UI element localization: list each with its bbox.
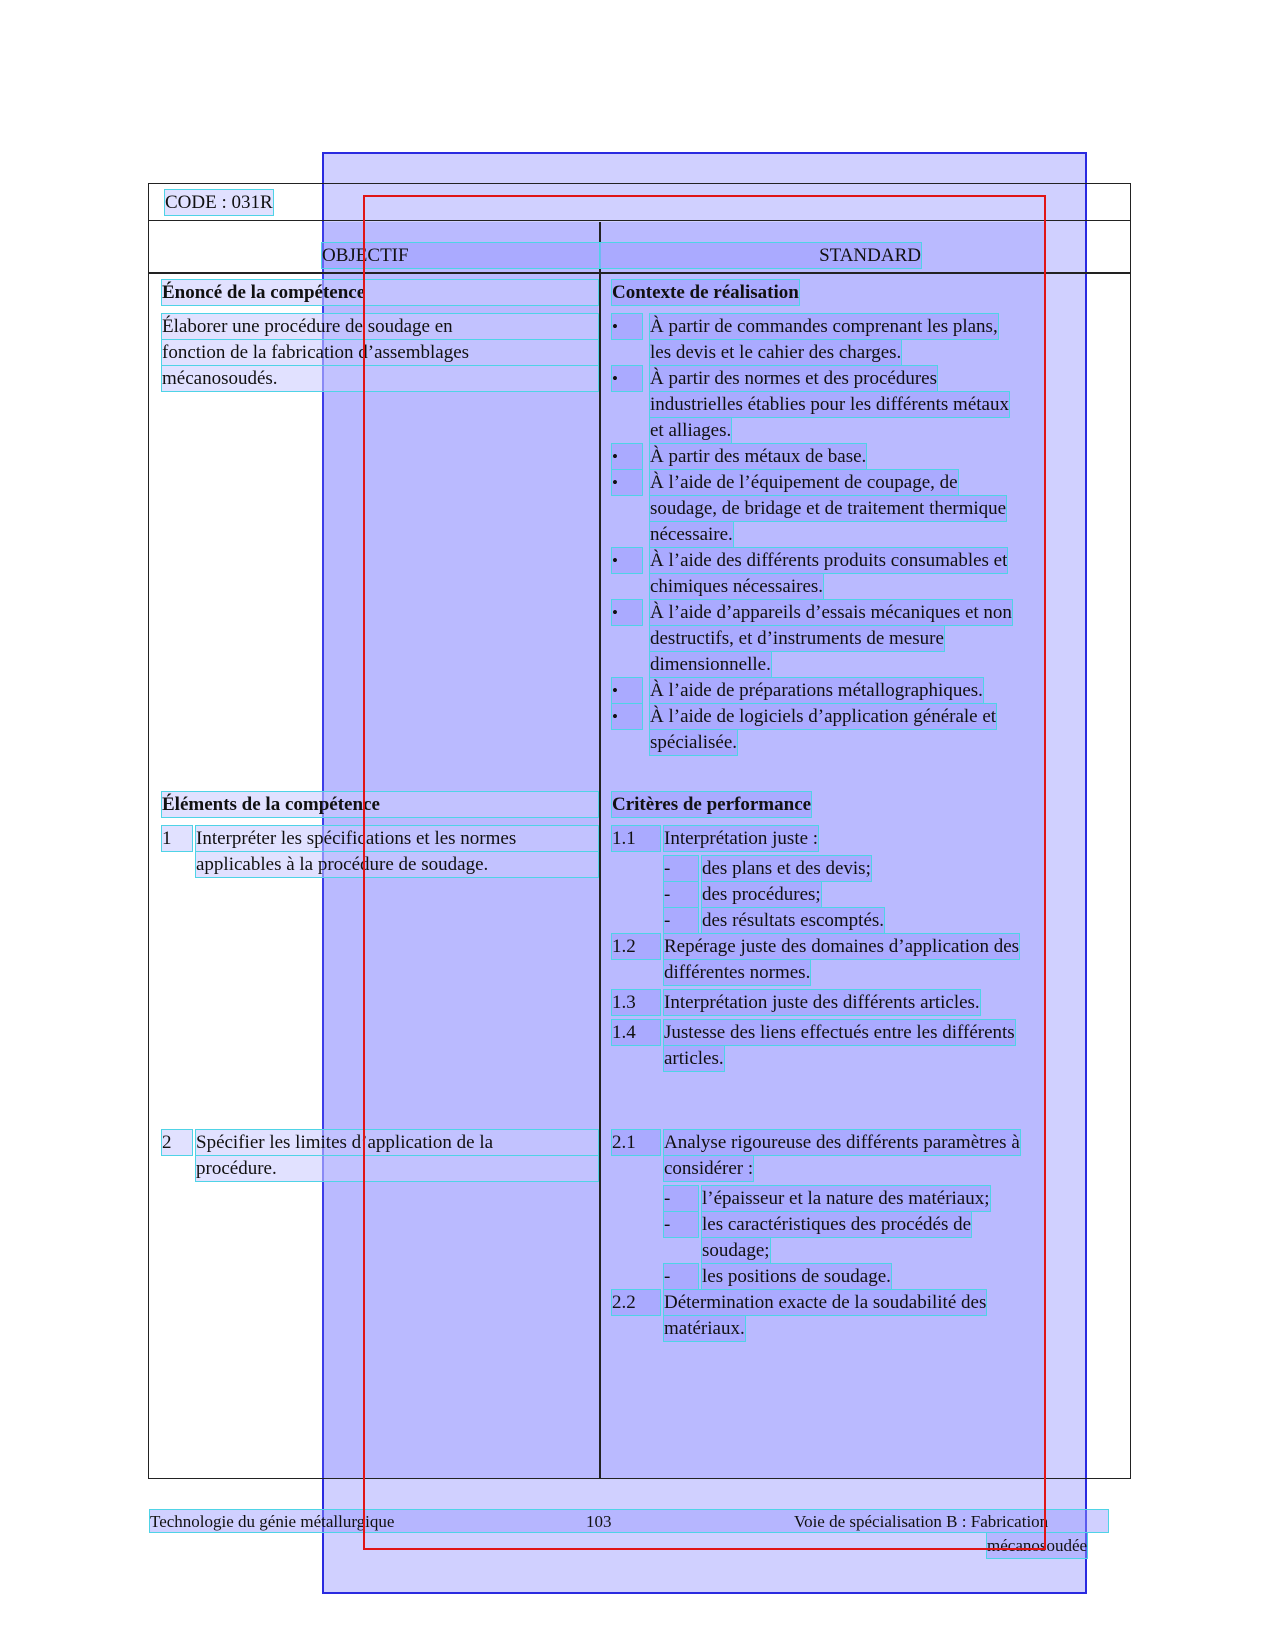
- critere-line: Justesse des liens effectués entre les différents: [664, 1022, 1015, 1043]
- contexte-line: À partir des normes et des procédures: [650, 368, 938, 389]
- bullet: •: [612, 366, 642, 391]
- critere-sub: des procédures;: [702, 884, 821, 905]
- critere-sub: les caractéristiques des procédés de: [702, 1214, 972, 1235]
- critere-sub: des plans et des devis;: [702, 858, 871, 879]
- critere-sub: l’épaisseur et la nature des matériaux;: [702, 1188, 990, 1209]
- bullet: •: [612, 548, 642, 573]
- critere-number: 2.1: [612, 1130, 660, 1155]
- footer-right-line2: mécanosoudée: [987, 1533, 1087, 1558]
- contexte-line: À l’aide d’appareils d’essais mécaniques et non: [650, 602, 1012, 623]
- code-label: CODE : 031R: [165, 192, 273, 213]
- bullet: •: [612, 678, 642, 703]
- footer-right: Voie de spécialisation B : Fabrication: [794, 1512, 1049, 1531]
- critere-line: articles.: [664, 1048, 724, 1069]
- contexte-line: À l’aide de logiciels d’application générale et: [650, 706, 997, 727]
- element-line: procédure.: [196, 1156, 598, 1181]
- contexte-title: Contexte de réalisation: [612, 282, 799, 303]
- contexte-line: dimensionnelle.: [650, 654, 771, 675]
- dash: -: [664, 1186, 698, 1211]
- dash: -: [664, 856, 698, 881]
- dash: -: [664, 908, 698, 933]
- enonce-line: Élaborer une procédure de soudage en: [162, 314, 598, 339]
- critere-line: Repérage juste des domaines d’application des: [664, 936, 1020, 957]
- elements-title: Éléments de la compétence: [162, 792, 598, 817]
- critere-number: 1.4: [612, 1020, 660, 1045]
- critere-sub: soudage;: [702, 1240, 770, 1261]
- contexte-line: soudage, de bridage et de traitement thermique: [650, 498, 1007, 519]
- dash: -: [664, 1264, 698, 1289]
- critere-number: 2.2: [612, 1290, 660, 1315]
- selection-rectangle: [363, 195, 1049, 1550]
- bullet: •: [612, 470, 642, 495]
- header-objectif: OBJECTIF: [322, 243, 600, 268]
- contexte-line: À partir des métaux de base.: [650, 446, 867, 467]
- critere-line: considérer :: [664, 1158, 754, 1179]
- critere-line: Détermination exacte de la soudabilité des: [664, 1292, 987, 1313]
- dash: -: [664, 1212, 698, 1237]
- bullet: •: [612, 704, 642, 729]
- critere-line: Analyse rigoureuse des différents paramètres à: [664, 1132, 1020, 1153]
- dash: -: [664, 882, 698, 907]
- contexte-line: À l’aide des différents produits consumables et: [650, 550, 1008, 571]
- contexte-line: spécialisée.: [650, 732, 738, 753]
- element-number: 1: [162, 826, 192, 851]
- element-line: applicables à la procédure de soudage.: [196, 852, 598, 877]
- bullet: •: [612, 600, 642, 625]
- critere-line: différentes normes.: [664, 962, 811, 983]
- critere-number: 1.3: [612, 990, 660, 1015]
- bullet: •: [612, 314, 642, 339]
- header-standard: STANDARD: [600, 243, 921, 268]
- contexte-line: industrielles établies pour les différents métaux: [650, 394, 1009, 415]
- enonce-title: Énoncé de la compétence: [162, 280, 598, 305]
- contexte-line: les devis et le cahier des charges.: [650, 342, 902, 363]
- enonce-line: mécanosoudés.: [162, 366, 598, 391]
- contexte-line: et alliages.: [650, 420, 732, 441]
- critere-number: 1.2: [612, 934, 660, 959]
- element-line: Interpréter les spécifications et les normes: [196, 826, 598, 851]
- footer-left: Technologie du génie métallurgique: [150, 1512, 395, 1531]
- contexte-line: nécessaire.: [650, 524, 733, 545]
- footer-page-number: 103: [586, 1512, 612, 1531]
- contexte-line: destructifs, et d’instruments de mesure: [650, 628, 944, 649]
- element-number: 2: [162, 1130, 192, 1155]
- enonce-line: fonction de la fabrication d’assemblages: [162, 340, 598, 365]
- contexte-line: chimiques nécessaires.: [650, 576, 824, 597]
- criteres-title: Critères de performance: [612, 794, 812, 815]
- contexte-line: À partir de commandes comprenant les plans,: [650, 316, 998, 337]
- bullet: •: [612, 444, 642, 469]
- contexte-line: À l’aide de l’équipement de coupage, de: [650, 472, 958, 493]
- critere-sub: les positions de soudage.: [702, 1266, 891, 1287]
- critere-line: Interprétation juste :: [664, 828, 819, 849]
- critere-line: Interprétation juste des différents articles.: [664, 992, 980, 1013]
- critere-sub: des résultats escomptés.: [702, 910, 885, 931]
- contexte-line: À l’aide de préparations métallographiques.: [650, 680, 983, 701]
- critere-number: 1.1: [612, 826, 660, 851]
- critere-line: matériaux.: [664, 1318, 745, 1339]
- element-line: Spécifier les limites d’application de la: [196, 1130, 598, 1155]
